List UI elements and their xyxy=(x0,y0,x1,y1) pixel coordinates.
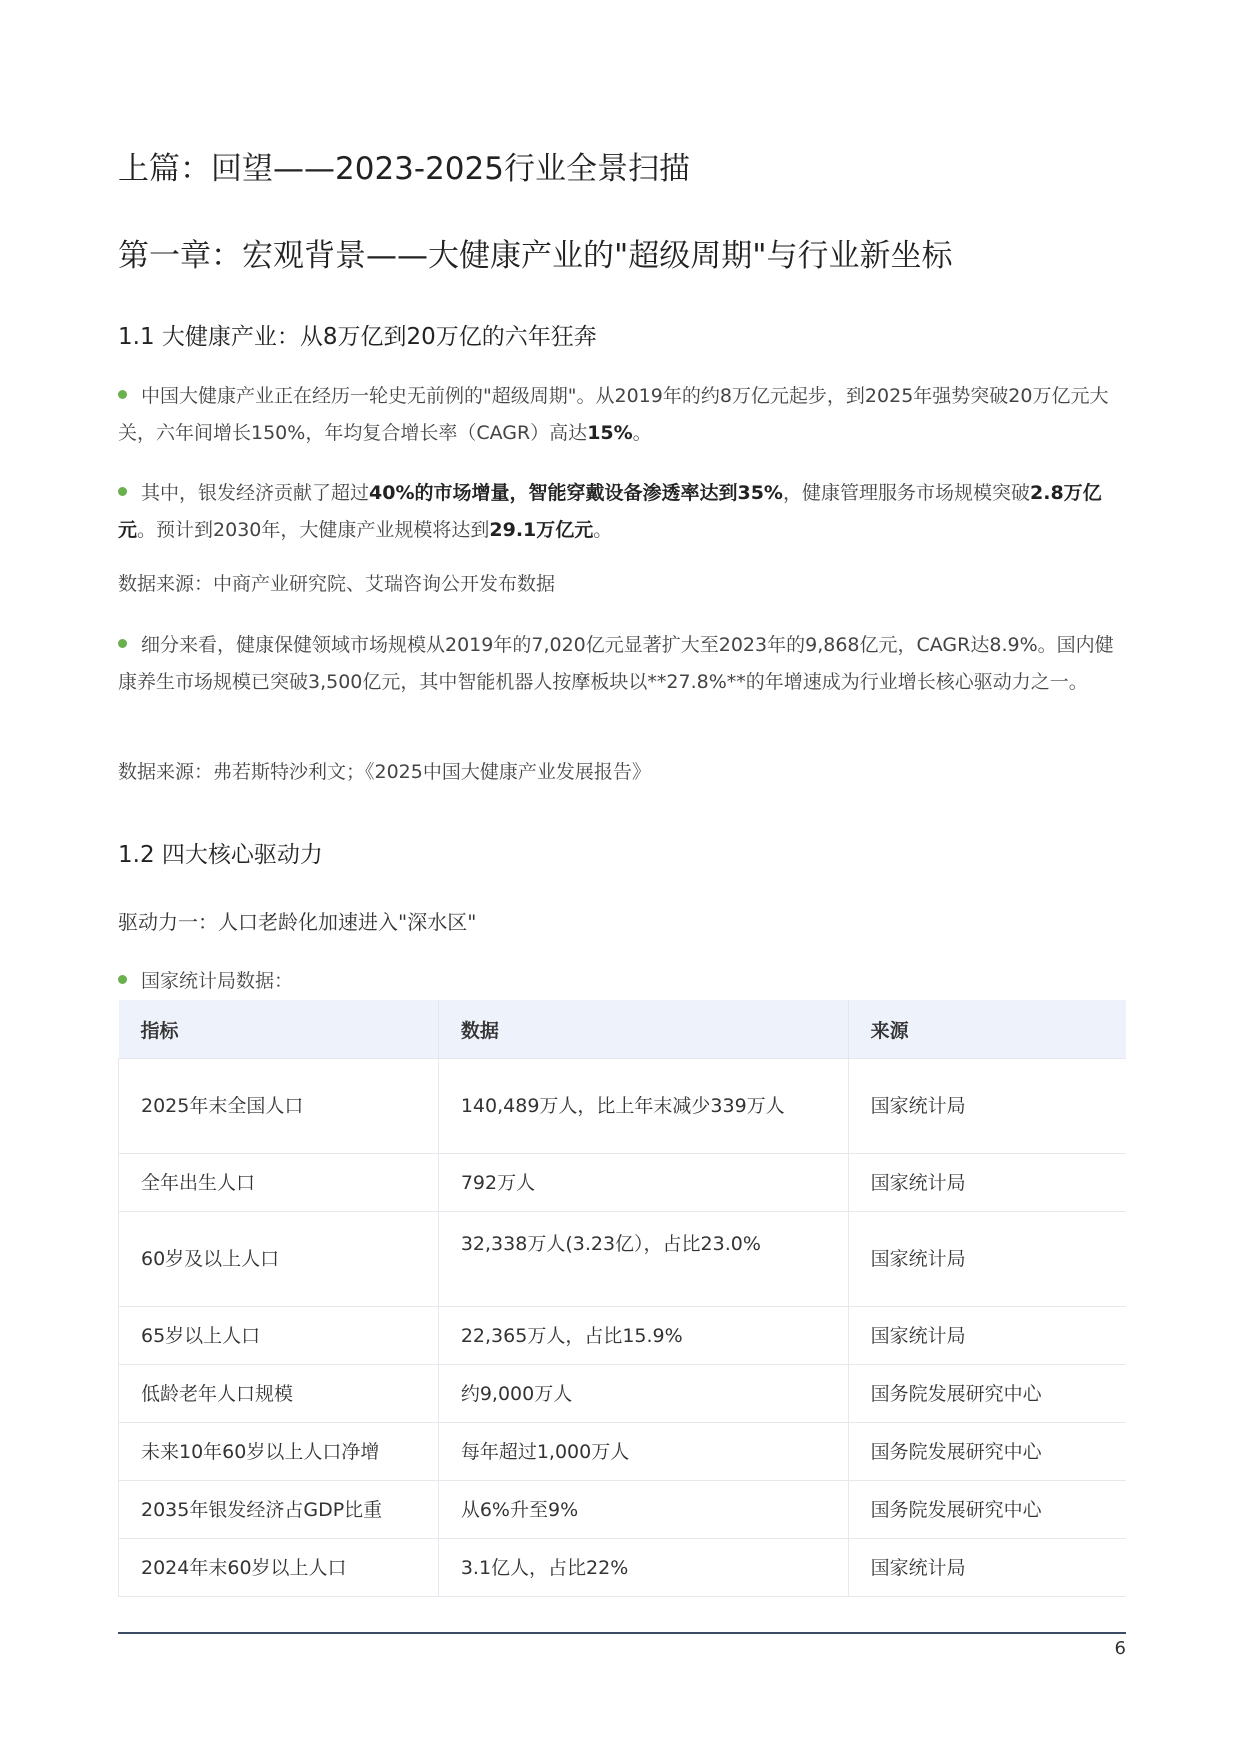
paragraph-silver-economy xyxy=(118,475,1118,549)
table-cell-source: 国家统计局 xyxy=(848,1059,1126,1154)
table-cell-source: 国家统计局 xyxy=(848,1307,1126,1365)
paragraph-text: 其中，银发经济贡献了超过 xyxy=(141,482,370,504)
table-cell-indicator: 全年出生人口 xyxy=(119,1154,439,1212)
bullet-icon xyxy=(118,487,127,496)
table-cell-value: 从6%升至9% xyxy=(438,1481,848,1539)
column-header: 数据 xyxy=(438,1000,848,1059)
table-cell-indicator: 低龄老年人口规模 xyxy=(119,1365,439,1423)
paragraph-text: 。 xyxy=(593,519,613,541)
table-cell-value: 22,365万人，占比15.9% xyxy=(438,1307,848,1365)
table-cell-source: 国务院发展研究中心 xyxy=(848,1481,1126,1539)
paragraph-segment-detail xyxy=(118,627,1118,701)
table-intro-text: 国家统计局数据： xyxy=(141,970,294,992)
table-cell-indicator: 60岁及以上人口 xyxy=(119,1212,439,1307)
paragraph-bold: 29.1万亿元 xyxy=(489,519,594,541)
footer-divider xyxy=(118,1632,1126,1634)
table-cell-value: 约9,000万人 xyxy=(438,1365,848,1423)
table-cell-indicator: 2035年银发经济占GDP比重 xyxy=(119,1481,439,1539)
table-cell-source: 国家统计局 xyxy=(848,1154,1126,1212)
paragraph-text: ，健康管理服务市场规模突破 xyxy=(782,482,1030,504)
table-cell-source: 国家统计局 xyxy=(848,1212,1126,1307)
section-heading-1-2: 1.2 四大核心驱动力 xyxy=(118,842,323,868)
part-title: 上篇：回望——2023-2025行业全景扫描 xyxy=(118,151,690,187)
table-cell-indicator: 2024年末60岁以上人口 xyxy=(119,1539,439,1597)
column-header: 指标 xyxy=(119,1000,439,1059)
table-cell-value: 每年超过1,000万人 xyxy=(438,1423,848,1481)
bullet-icon xyxy=(118,975,127,984)
bullet-icon xyxy=(118,390,127,399)
table-row xyxy=(119,1154,1127,1212)
table-cell-value: 32,338万人(3.23亿），占比23.0% xyxy=(438,1212,848,1307)
table-row xyxy=(119,1059,1127,1154)
table-cell-value: 140,489万人，比上年末减少339万人 xyxy=(438,1059,848,1154)
data-source-note-2: 数据来源：弗若斯特沙利文；《2025中国大健康产业发展报告》 xyxy=(118,761,651,783)
section-heading-1-1: 1.1 大健康产业：从8万亿到20万亿的六年狂奔 xyxy=(118,324,597,350)
population-data-table xyxy=(118,1000,1126,1597)
column-header: 来源 xyxy=(848,1000,1126,1059)
table-intro xyxy=(118,966,293,993)
table-row xyxy=(119,1307,1127,1365)
chapter-title: 第一章：宏观背景——大健康产业的"超级周期"与行业新坐标 xyxy=(118,238,953,274)
paragraph-bold: 15% xyxy=(587,422,633,444)
table-cell-source: 国务院发展研究中心 xyxy=(848,1423,1126,1481)
table-cell-source: 国务院发展研究中心 xyxy=(848,1365,1126,1423)
table-row xyxy=(119,1539,1127,1597)
table-cell-indicator: 65岁以上人口 xyxy=(119,1307,439,1365)
paragraph-bold: 2.8万亿元 xyxy=(118,482,1102,541)
paragraph-bold: 40%的市场增量，智能穿戴设备渗透率达到35% xyxy=(369,482,783,504)
paragraph-text: 细分来看，健康保健领域市场规模从2019年的7,020亿元显著扩大至2023年的9,868亿元，CAGR达8.9%。国内健康养生市场规模已突破3,500亿元，其中智能机器人按摩板块以**27.8%**的年增速成为行业增长核心驱动力之一。 xyxy=(118,634,1114,693)
driver-heading: 驱动力一：人口老龄化加速进入"深水区" xyxy=(118,910,477,934)
table-row xyxy=(119,1212,1127,1307)
paragraph-text: 中国大健康产业正在经历一轮史无前例的"超级周期"。从2019年的约8万亿元起步，到2025年强势突破20万亿元大关，六年间增长150%，年均复合增长率（CAGR）高达 xyxy=(118,385,1109,444)
table-cell-value: 792万人 xyxy=(438,1154,848,1212)
data-source-note-1: 数据来源：中商产业研究院、艾瑞咨询公开发布数据 xyxy=(118,573,556,595)
paragraph-text: 。预计到2030年，大健康产业规模将达到 xyxy=(137,519,490,541)
table-cell-indicator: 2025年末全国人口 xyxy=(119,1059,439,1154)
table-header-row xyxy=(119,1000,1127,1059)
paragraph-industry-growth xyxy=(118,378,1118,452)
table-row xyxy=(119,1423,1127,1481)
table-cell-indicator: 未来10年60岁以上人口净增 xyxy=(119,1423,439,1481)
table-row xyxy=(119,1481,1127,1539)
paragraph-text: 。 xyxy=(632,422,652,444)
bullet-icon xyxy=(118,639,127,648)
table-cell-source: 国家统计局 xyxy=(848,1539,1126,1597)
table-cell-value: 3.1亿人，占比22% xyxy=(438,1539,848,1597)
table-row xyxy=(119,1365,1127,1423)
page-number: 6 xyxy=(1114,1638,1126,1659)
